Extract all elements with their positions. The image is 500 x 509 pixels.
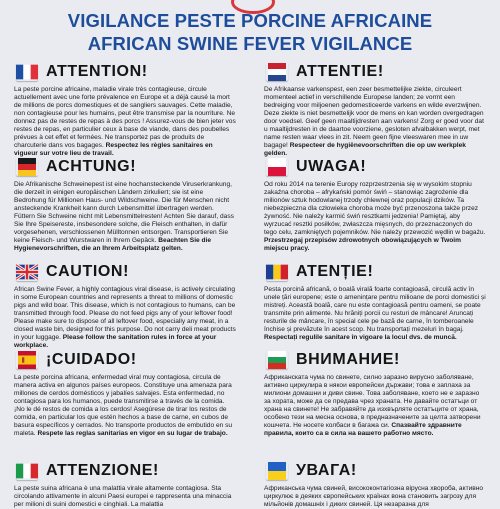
- section-body: Od roku 2014 na terenie Europy rozprzestrzenia się w wysokim stopniu zakaźna choroba – afrykański pomór świń – stanowiąc zagrożenie dla milionów sztuk hodowlanej trzody chlewnej oraz populacji dzików. Ta niebezpieczna dla człowieka choroba może być przenoszona także przez żywność. Nie należy karmić świń resztkami jedzenia! Pamiętaj, aby wyrzucać resztki posiłków, zwłaszcza mięsnych, do przeznaczonych do tego celu, zamkniętych pojemników. Nie należy przewozić wędlin w bagażu.: [264, 181, 486, 236]
- section-spanish: [14, 350, 236, 444]
- section-body: Африканська чума свиней, висококонтагіозна вірусна хвороба, активно циркулює в деяких європейських країнах вона становить загрозу для мільйонів домашніх і диких свиней. Ця незаразна для: [264, 485, 484, 508]
- section-header: [264, 350, 486, 374]
- section-emphasis: Respectez les règles sanitaires en vigueur sur votre lieu de travail.: [14, 142, 213, 157]
- section-body: Die Afrikanische Schweinepest ist eine hochansteckende Viruserkrankung, die derzeit in einigen europäischen Ländern zirkuliert; sie ist eine Bedrohung für Millionen Haus- und Wildschweine. Die für Menschen nicht ansteckende Krankheit kann durch Lebensmittel übertragen werden. Füttern Sie Schweine nicht mit Lebensmittelresten! Achten Sie darauf, dass Sie Ihre Speisereste, insbesondere solche, die Fleisch enthalten, in dafür vorgesehenen, verschlossenen Mülltonnen entsorgen. Transportieren Sie keine Fleisch- und Wurstwaren in Ihrem Gepäck.: [14, 181, 234, 244]
- section-header: [264, 461, 486, 485]
- romania-flag-icon: [266, 263, 288, 281]
- section-emphasis: Beachten Sie die Hygienevorschriften, die an Ihrem Arbeitsplatz gelten.: [14, 237, 212, 252]
- section-text: [14, 374, 236, 438]
- section-text: [264, 86, 486, 158]
- section-header: [14, 262, 236, 286]
- section-body: De Afrikaanse varkenspest, een zeer besmettelijke ziekte, circuleert momenteel actief in verschillende Europese landen; ze vormt een bedreiging voor miljoenen gedomesticeerde varkens en wilde everzwijnen. Deze ziekte is niet besmettelijk voor de mens en kan worden overgedragen door voedsel. Geef geen maaltijdresten aan varkens! Zorg er goed voor dat u maaltijdresten in de daartoe voorziene, gesloten afvalbakken werpt, met name resten waar vlees in zit. Neem geen fijne vleeswaren mee in uw bagage!: [264, 86, 484, 149]
- section-heading: ATENȚIE!: [296, 263, 374, 280]
- section-heading: CAUTION!: [46, 263, 130, 280]
- section-header: [264, 157, 486, 181]
- title-french: VIGILANCE PESTE PORCINE AFRICAINE: [67, 10, 433, 31]
- section-body: African Swine Fever, a highly contagious viral disease, is actively circulating in some European countries and represents a threat to millions of domestic pigs and wild boar. This disease, which is not contagious to humans, can be transmitted through food. Please do not feed pigs any of your leftover food! Please make sure to dispose of all leftover food, especially any meat, in a closed waste bin, designed for this purpose. Do not carry deli meat products in your luggage.: [14, 286, 236, 341]
- section-body: Pesta porcină africană, o boală virală foarte contagioasă, circulă activ în unele țări europene; este o amenințare pentru milioane de porci domestici și mistreți. Această boală, care nu este contagioasă pentru oameni, se poate transmite prin alimente. Nu hrăniți porcii cu resturi de mâncare! Aruncați resturile de mâncare, în special cele pe bază de carne, în tomberoanele închise și prevăzute în acest scop. Nu transportați mezeluri în bagaj.: [264, 286, 486, 333]
- section-text: [264, 485, 486, 509]
- section-emphasis: Please follow the sanitation rules in force at your workplace.: [14, 334, 217, 349]
- section-french: [14, 62, 236, 156]
- france-flag-icon: [16, 63, 38, 81]
- section-header: [264, 62, 486, 86]
- section-heading: UWAGA!: [296, 158, 367, 175]
- netherlands-flag-icon: [266, 63, 288, 81]
- section-italian: [14, 461, 236, 508]
- uk-flag-icon: [16, 263, 38, 281]
- section-heading: ATTENTION!: [46, 63, 148, 80]
- germany-flag-icon: [16, 158, 38, 176]
- poland-flag-icon: [266, 158, 288, 176]
- section-header: [14, 157, 236, 181]
- section-body: La peste porcina africana, enfermedad viral muy contagiosa, circula de manera activa en algunos países europeos. Constituye una amenaza para millones de cerdos domésticos y jabalíes salvajes. Esta enfermedad, no contagiosa para los humanos, puede transmitirse a través de la comida. ¡No le dé restos de comida a los cerdos! Asegúrese de tirar los restos de comida, en particular los que estén hechos a base de carne, en cubos de basura específicos y cerrados. No transporte productos de embutido en su maleta.: [14, 374, 233, 437]
- section-text: [14, 86, 236, 158]
- section-emphasis: Спазвайте здравните правила, които са в сила на вашето работно място.: [264, 422, 462, 437]
- section-body: Африканската чума по свинете, силно заразно вирусно заболяване, активно циркулира в някои европейски държави; това е заплаха за милиони домашни и диви свине. Това заболяване, което не е заразно за хората, може да се предава чрез храната. Не давайте остатъци от храна на свинете! Не забравяйте да изхвърляте остатъците от храна, особено тези на месна основа, в предназначените за целта затворени кошчета. Не носете колбаси в багажа си.: [264, 374, 481, 429]
- section-heading: ¡CUIDADO!: [46, 351, 137, 368]
- section-dutch: [264, 62, 486, 156]
- section-german: [14, 157, 236, 251]
- section-emphasis: Respete las reglas sanitarias en vigor en su lugar de trabajo.: [37, 430, 228, 437]
- section-body: La peste porcine africaine, maladie virale très contagieuse, circule actuellement avec une forte prévalence en Europe et a déjà causé la mort de millions de porcs domestiques et de sangliers sauvages. Cette maladie, non contagieuse pour les humains, peut être transmise par la nourriture. Ne donnez pas de restes de repas à des porcs ! Assurez-vous de bien jeter vos restes de repas, en particulier ceux à base de viande, dans des poubelles prévues à cet effet et fermées. Ne transportez pas de produits de charcuterie dans vos bagages.: [14, 86, 236, 149]
- section-emphasis: Respecteer de hygiënevoorschriften die op uw werkplek gelden.: [264, 142, 466, 157]
- section-header: [14, 461, 236, 485]
- section-header: [14, 62, 236, 86]
- section-emphasis: Respectați regulile sanitare în vigoare la locul dvs. de muncă.: [264, 334, 457, 341]
- section-polish: [264, 157, 486, 251]
- section-body: La peste suina africana è una malattia virale altamente contagiosa. Sta circolando attivamente in alcuni Paesi europei e rappresenta una minaccia per milioni di suini domestici e cinghiali. La malattia: [14, 485, 232, 508]
- section-heading: УВАГА!: [296, 462, 357, 479]
- section-text: [264, 286, 486, 342]
- section-heading: ATTENTIE!: [296, 63, 384, 80]
- section-text: [14, 485, 236, 509]
- section-heading: ACHTUNG!: [46, 158, 137, 175]
- section-english: [14, 262, 236, 356]
- title-english: AFRICAN SWINE FEVER VIGILANCE: [87, 33, 413, 54]
- ukraine-flag-icon: [266, 462, 288, 480]
- section-heading: ВНИМАНИЕ!: [296, 351, 400, 368]
- section-text: [264, 181, 486, 253]
- italy-flag-icon: [16, 462, 38, 480]
- section-header: [14, 350, 236, 374]
- section-text: [14, 181, 236, 253]
- section-text: [14, 286, 236, 350]
- section-text: [264, 374, 486, 438]
- spain-flag-icon: [16, 351, 38, 369]
- bulgaria-flag-icon: [266, 351, 288, 369]
- section-ukrainian: [264, 461, 486, 508]
- section-bulgarian: [264, 350, 486, 444]
- section-romanian: [264, 262, 486, 356]
- section-emphasis: Przestrzegaj przepisów zdrowotnych obowiązujących w Twoim miejscu pracy.: [264, 237, 461, 252]
- section-heading: ATTENZIONE!: [46, 462, 159, 479]
- section-header: [264, 262, 486, 286]
